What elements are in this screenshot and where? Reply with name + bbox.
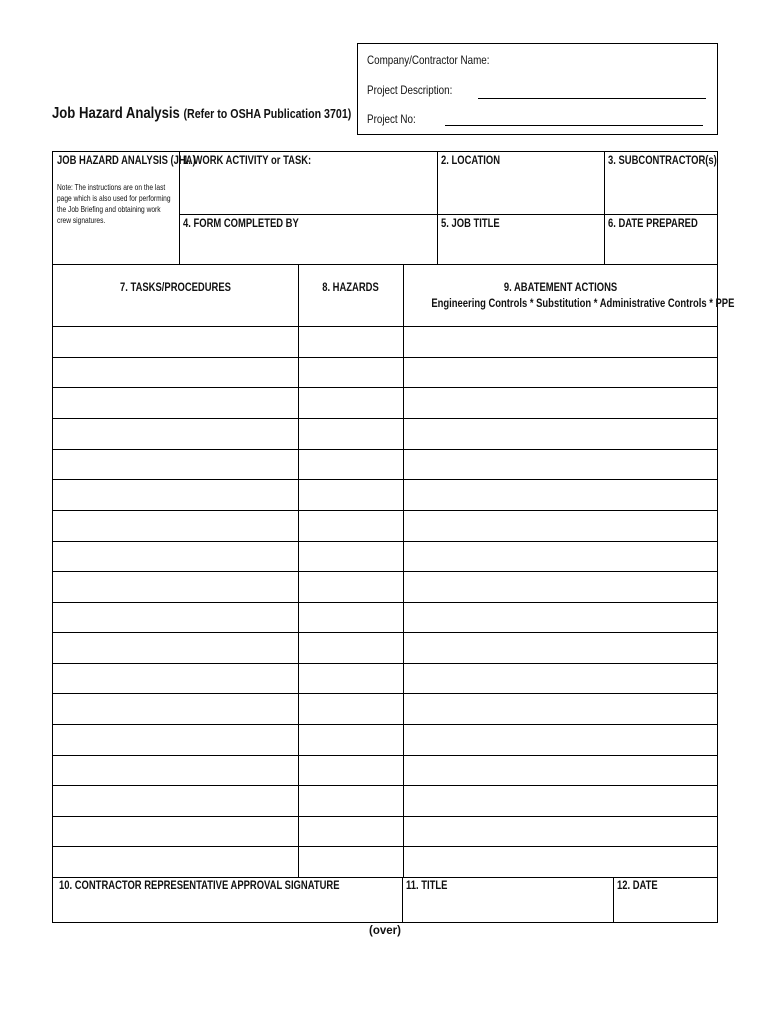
job-title-label: 5. JOB TITLE bbox=[441, 218, 500, 230]
project-no-label: Project No: bbox=[367, 112, 416, 126]
abatement-actions-header: 9. ABATEMENT ACTIONS bbox=[503, 282, 618, 294]
hazards-header: 8. HAZARDS bbox=[322, 282, 379, 294]
footer-date-label: 12. DATE bbox=[617, 880, 658, 892]
page-title bbox=[52, 105, 351, 123]
signature-label: 10. CONTRACTOR REPRESENTATIVE APPROVAL SIGNATURE bbox=[59, 880, 340, 892]
company-info-box bbox=[357, 43, 718, 135]
tasks-hazards-table bbox=[52, 265, 735, 923]
tasks-procedures-header: 7. TASKS/PROCEDURES bbox=[120, 282, 231, 294]
jha-label: JOB HAZARD ANALYSIS (JHA) bbox=[57, 155, 196, 167]
instructions-note: Note: The instructions are on the last page which is also used for performing the Job Briefing and obtaining work crew signatures. bbox=[57, 182, 171, 225]
subcontractor-label: 3. SUBCONTRACTOR(s) bbox=[608, 155, 717, 167]
jha-header-table bbox=[52, 151, 718, 265]
tasks-procedures-cells[interactable] bbox=[53, 327, 298, 877]
company-name-label: Company/Contractor Name: bbox=[367, 53, 490, 67]
over-note: (over) bbox=[369, 925, 401, 937]
title-subtitle: (Refer to OSHA Publication 3701) bbox=[183, 106, 352, 121]
project-no-field[interactable] bbox=[445, 125, 703, 126]
abatement-actions-subheader: Engineering Controls * Substitution * Administrative Controls * PPE bbox=[431, 298, 735, 310]
abatement-actions-cells[interactable] bbox=[404, 327, 718, 877]
location-label: 2. LOCATION bbox=[441, 155, 501, 167]
work-activity-label: 1. WORK ACTIVITY or TASK: bbox=[183, 155, 312, 167]
hazards-cells[interactable] bbox=[299, 327, 403, 877]
title-main: Job Hazard Analysis bbox=[52, 105, 180, 122]
project-description-label: Project Description: bbox=[367, 83, 453, 97]
project-description-field[interactable] bbox=[478, 98, 706, 99]
date-prepared-label: 6. DATE PREPARED bbox=[608, 218, 698, 230]
footer-title-label: 11. TITLE bbox=[406, 880, 448, 892]
form-completed-by-label: 4. FORM COMPLETED BY bbox=[183, 218, 299, 230]
